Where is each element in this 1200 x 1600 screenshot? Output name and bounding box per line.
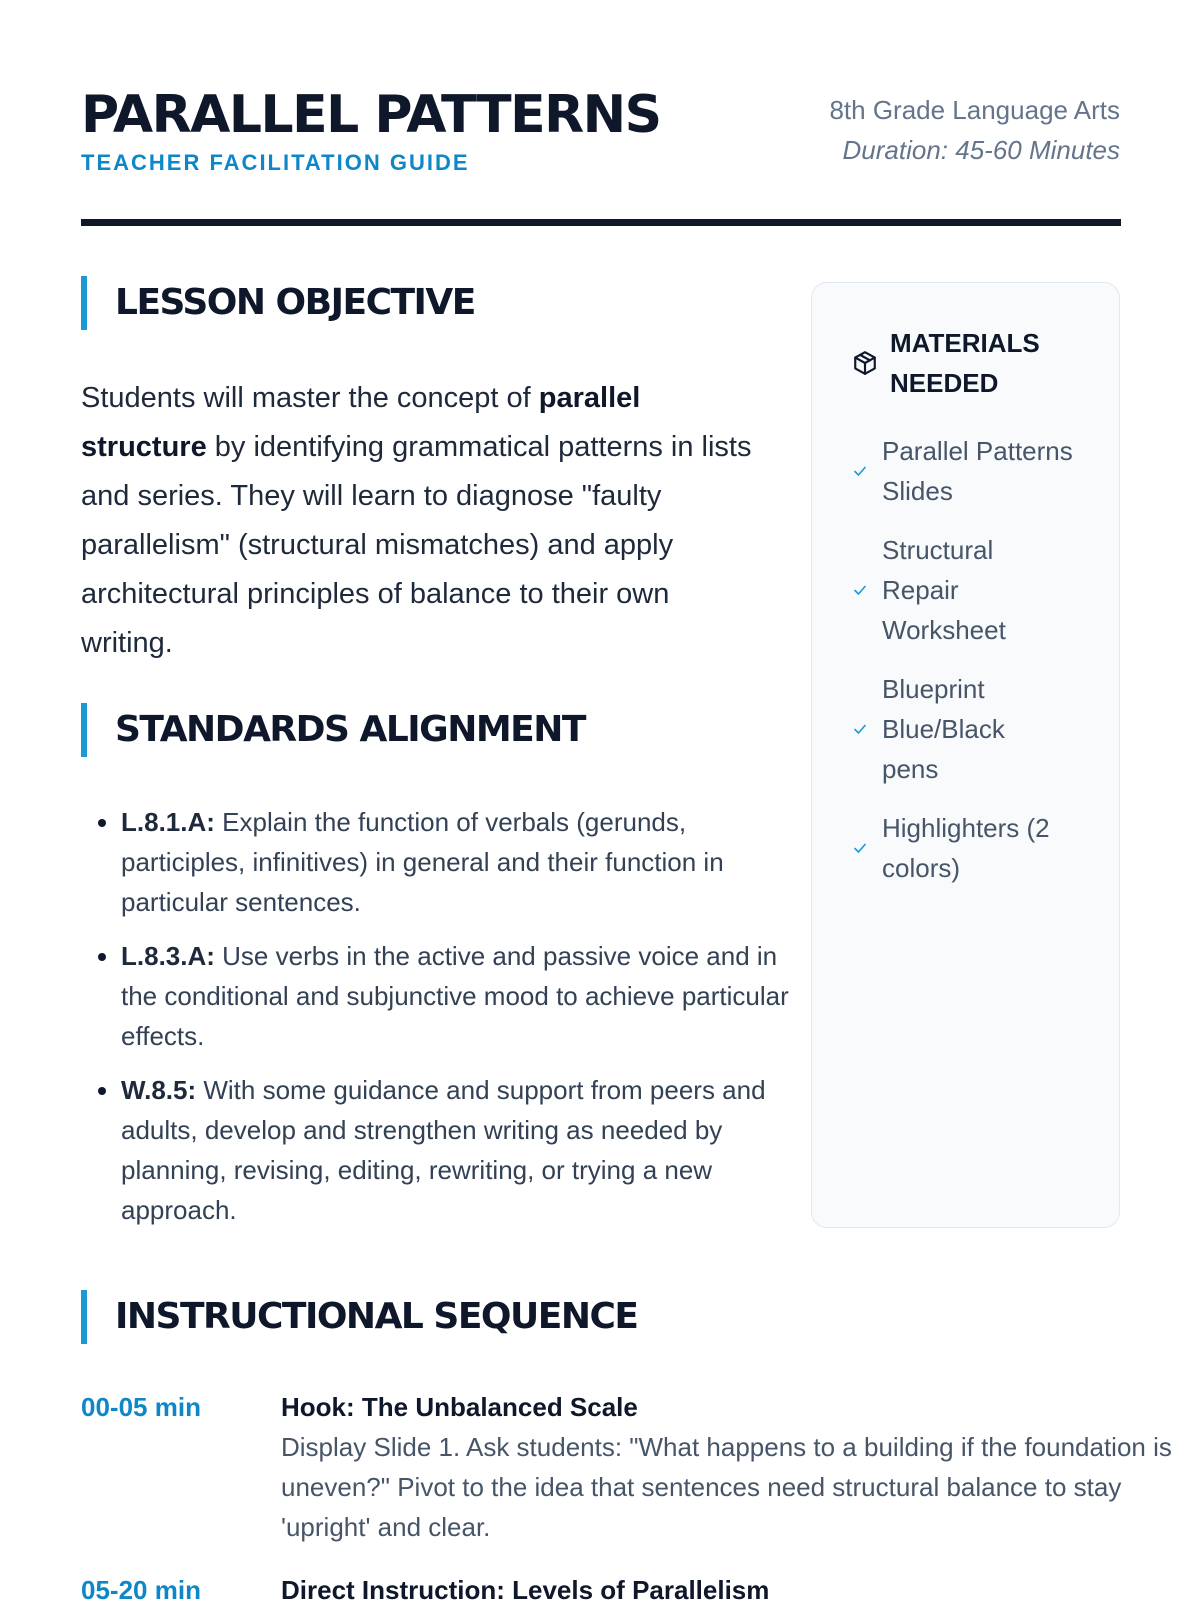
step-title: Hook: The Unbalanced Scale bbox=[281, 1392, 638, 1422]
objective-heading: LESSON OBJECTIVE bbox=[81, 276, 475, 330]
page-subtitle: TEACHER FACILITATION GUIDE bbox=[81, 150, 470, 175]
materials-panel bbox=[811, 282, 1120, 1228]
material-item bbox=[852, 669, 1092, 789]
standard-code: L.8.3.A: bbox=[121, 941, 215, 971]
step-time: 00-05 min bbox=[81, 1392, 201, 1422]
material-item bbox=[852, 530, 1092, 650]
standard-item bbox=[121, 1070, 811, 1230]
check-icon bbox=[852, 840, 868, 856]
standards-list bbox=[81, 802, 811, 1244]
step-description: Display Slide 1. Ask students: "What happens to a building if the foundation is uneven?" Pivot to the idea that sentences need structural balance to stay 'upright' and clear. bbox=[281, 1432, 1172, 1542]
objective-paragraph bbox=[81, 374, 761, 668]
standard-text: Use verbs in the active and passive voice and in the conditional and subjunctive mood to achieve particular effects. bbox=[121, 941, 789, 1051]
step-body bbox=[281, 1570, 1181, 1600]
step-title: Direct Instruction: Levels of Parallelism bbox=[281, 1575, 770, 1600]
material-label: Parallel Patterns Slides bbox=[882, 436, 1073, 506]
standard-code: L.8.1.A: bbox=[121, 807, 215, 837]
standard-item bbox=[121, 936, 811, 1056]
material-label: Blueprint Blue/Black pens bbox=[882, 674, 1005, 784]
grade-label: 8th Grade Language Arts bbox=[829, 95, 1120, 125]
check-icon bbox=[852, 463, 868, 479]
standard-code: W.8.5: bbox=[121, 1075, 197, 1105]
sequence-heading: INSTRUCTIONAL SEQUENCE bbox=[81, 1290, 638, 1344]
materials-list bbox=[852, 431, 1092, 907]
step-body bbox=[281, 1387, 1181, 1547]
material-item bbox=[852, 431, 1092, 511]
step-time: 05-20 min bbox=[81, 1575, 201, 1600]
duration-label: Duration: 45-60 Minutes bbox=[842, 135, 1120, 165]
page-title: PARALLEL PATTERNS bbox=[81, 85, 661, 145]
material-item bbox=[852, 808, 1092, 888]
package-icon bbox=[852, 350, 878, 376]
standards-heading: STANDARDS ALIGNMENT bbox=[81, 703, 585, 757]
material-label: Highlighters (2 colors) bbox=[882, 813, 1050, 883]
material-label: Structural Repair Worksheet bbox=[882, 535, 1006, 645]
standard-text: With some guidance and support from peers and adults, develop and strengthen writing as needed by planning, revising, editing, rewriting, or trying a new approach. bbox=[121, 1075, 766, 1225]
objective-key-term: parallel structure bbox=[81, 382, 641, 463]
check-icon bbox=[852, 582, 868, 598]
header-divider bbox=[81, 219, 1121, 226]
objective-text-end: by identifying grammatical patterns in lists and series. They will learn to diagnose "faulty parallelism" (structural mismatches) and apply architectural principles of balance to their own writing. bbox=[81, 431, 752, 659]
materials-heading: MATERIALS NEEDED bbox=[890, 328, 1040, 398]
check-icon bbox=[852, 721, 868, 737]
objective-text-start: Students will master the concept of bbox=[81, 382, 539, 414]
standard-item bbox=[121, 802, 811, 922]
standard-text: Explain the function of verbals (gerunds, participles, infinitives) in general and their function in particular sentences. bbox=[121, 807, 724, 917]
materials-header bbox=[852, 323, 1090, 403]
